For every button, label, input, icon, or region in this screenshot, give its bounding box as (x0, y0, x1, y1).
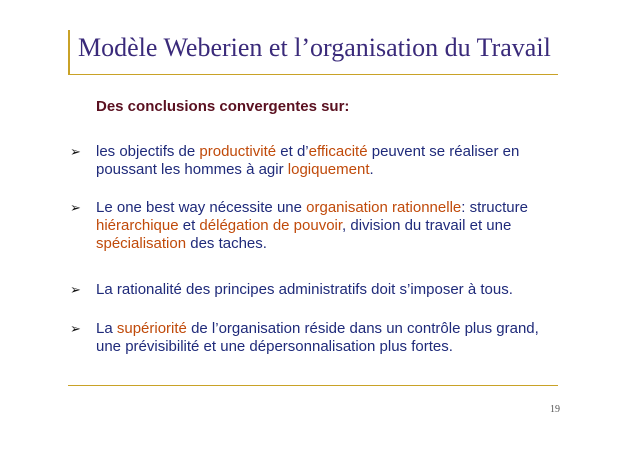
arrow-bullet-icon: ➢ (70, 200, 81, 215)
bullet-text-segment: peuvent se réaliser en poussant les hommes à agir (96, 143, 520, 178)
bullet-text-segment: La (96, 320, 117, 337)
title-accent-bar (68, 30, 70, 74)
arrow-bullet-icon: ➢ (70, 144, 81, 159)
footer-divider (68, 385, 558, 386)
arrow-bullet-icon: ➢ (70, 282, 81, 297)
highlighted-term: productivité (199, 143, 277, 160)
highlighted-term: organisation rationnelle (306, 199, 462, 216)
title-divider (68, 74, 558, 75)
bullet-text (96, 281, 566, 299)
bullet-text-segment: : structure (461, 199, 528, 216)
bullet-text (96, 143, 566, 179)
bullet-text-segment: les objectifs de (96, 143, 200, 160)
highlighted-term: hiérarchique (96, 217, 179, 234)
arrow-bullet-icon: ➢ (70, 321, 81, 336)
bullet-text-segment: La rationalité des principes administratifs doit s’imposer à tous. (96, 281, 513, 298)
slide-subtitle: Des conclusions convergentes sur: (96, 98, 350, 115)
highlighted-term: spécialisation (96, 235, 187, 252)
bullet-text (96, 320, 566, 356)
bullet-text-segment: . (369, 161, 374, 178)
highlighted-term: supériorité (116, 320, 187, 337)
highlighted-term: efficacité (308, 143, 368, 160)
highlighted-term: délégation de pouvoir (199, 217, 343, 234)
slide-title: Modèle Weberien et l’organisation du Travail (78, 33, 551, 62)
page-number: 19 (550, 404, 560, 415)
bullet-text-segment: et (178, 217, 200, 234)
bullet-text-segment: et d’ (276, 143, 309, 160)
bullet-text-segment: Le one best way nécessite une (96, 199, 307, 216)
bullet-text (96, 199, 566, 253)
bullet-text-segment: , division du travail et une (342, 217, 512, 234)
bullet-text-segment: de l’organisation réside dans un contrôle plus grand, une prévisibilité et une dépersonnalisation plus fortes. (96, 320, 539, 355)
bullet-text-segment: des taches. (186, 235, 267, 252)
highlighted-term: logiquement (287, 161, 370, 178)
